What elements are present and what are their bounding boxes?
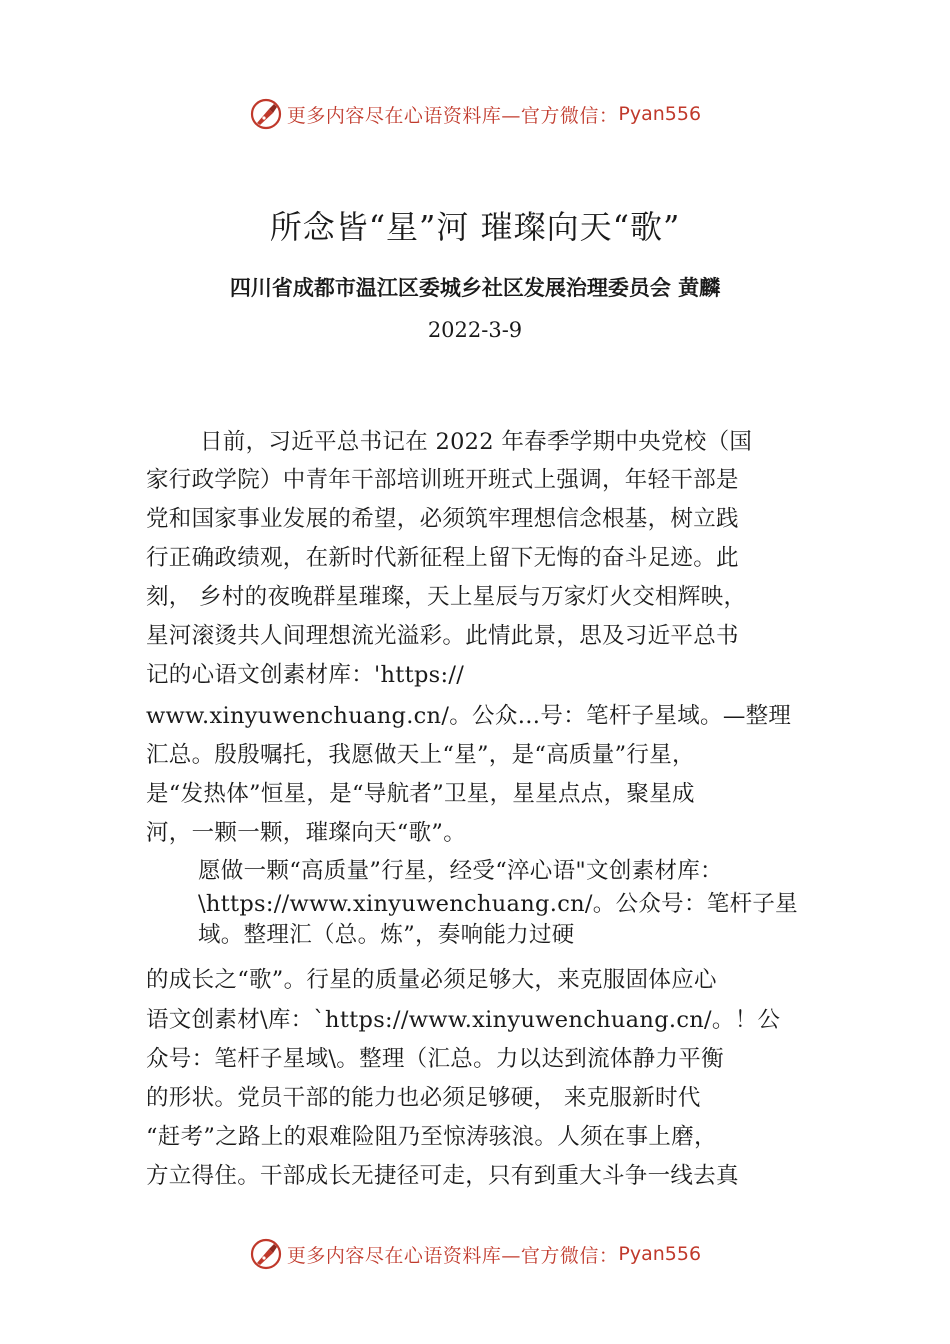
header-banner <box>0 94 950 134</box>
body-line: www.xinyuwenchuang.cn/。公众…号：笔杆子星域。—整理 <box>146 703 792 729</box>
footer-banner <box>0 1234 950 1274</box>
body-line: 星河滚烫共人间理想流光溢彩。此情此景，思及习近平总书 <box>146 623 739 649</box>
body-line: 日前，习近平总书记在 2022 年春季学期中央党校（国 <box>200 429 753 455</box>
pen-nib-logo-icon <box>249 1237 283 1271</box>
body-line: 刻， 乡村的夜晚群星璀璨，天上星辰与万家灯火交相辉映， <box>146 584 747 610</box>
body-line: 是“发热体”恒星，是“导航者”卫星，星星点点，聚星成 <box>146 781 695 807</box>
footer-banner-wechat: Pyan556 <box>618 1243 702 1265</box>
header-banner-text: 更多内容尽在心语资料库—官方微信： <box>286 104 619 127</box>
body-line: 域。整理汇（总。炼”，奏响能力过硬 <box>198 922 575 948</box>
article-author: 四川省成都市温江区委城乡社区发展治理委员会 黄麟 <box>229 275 721 300</box>
body-line: 方立得住。干部成长无捷径可走，只有到重大斗争一线去真 <box>146 1163 739 1189</box>
header-banner-wechat: Pyan556 <box>618 103 702 125</box>
body-line: 河，一颗一颗，璀璨向天“歌”。 <box>146 820 467 846</box>
article-title: 所念皆“星”河 璀璨向天“歌” <box>269 208 681 246</box>
body-line: 的成长之“歌”。行星的质量必须足够大，来克服固体应心 <box>146 967 717 993</box>
pen-nib-logo-icon <box>249 97 283 131</box>
body-line: \https://www.xinyuwenchuang.cn/。公众号：笔杆子星 <box>198 891 798 917</box>
body-line: 汇总。殷殷嘱托，我愿做天上“星”，是“高质量”行星， <box>146 742 695 768</box>
body-line: “赶考”之路上的艰难险阻乃至惊涛骇浪。人须在事上磨， <box>146 1124 717 1150</box>
article-date: 2022-3-9 <box>427 318 523 342</box>
body-line: 行正确政绩观，在新时代新征程上留下无悔的奋斗足迹。此 <box>146 545 739 571</box>
body-line: 愿做一颗“高质量”行星，经受“淬心语"文创素材库： <box>198 858 723 884</box>
body-line: 家行政学院）中青年干部培训班开班式上强调，年轻干部是 <box>146 467 739 493</box>
body-line: 的形状。党员干部的能力也必须足够硬， 来克服新时代 <box>146 1085 701 1111</box>
body-line: 众号：笔杆子星域\。整理（汇总。力以达到流体静力平衡 <box>146 1046 724 1072</box>
body-line: 党和国家事业发展的希望，必须筑牢理想信念根基，树立践 <box>146 506 739 532</box>
body-line: 记的心语文创素材库：'https:// <box>146 662 465 688</box>
body-line: 语文创素材\库：`https://www.xinyuwenchuang.cn/。！公 <box>146 1007 781 1033</box>
footer-banner-text: 更多内容尽在心语资料库—官方微信： <box>286 1244 619 1267</box>
